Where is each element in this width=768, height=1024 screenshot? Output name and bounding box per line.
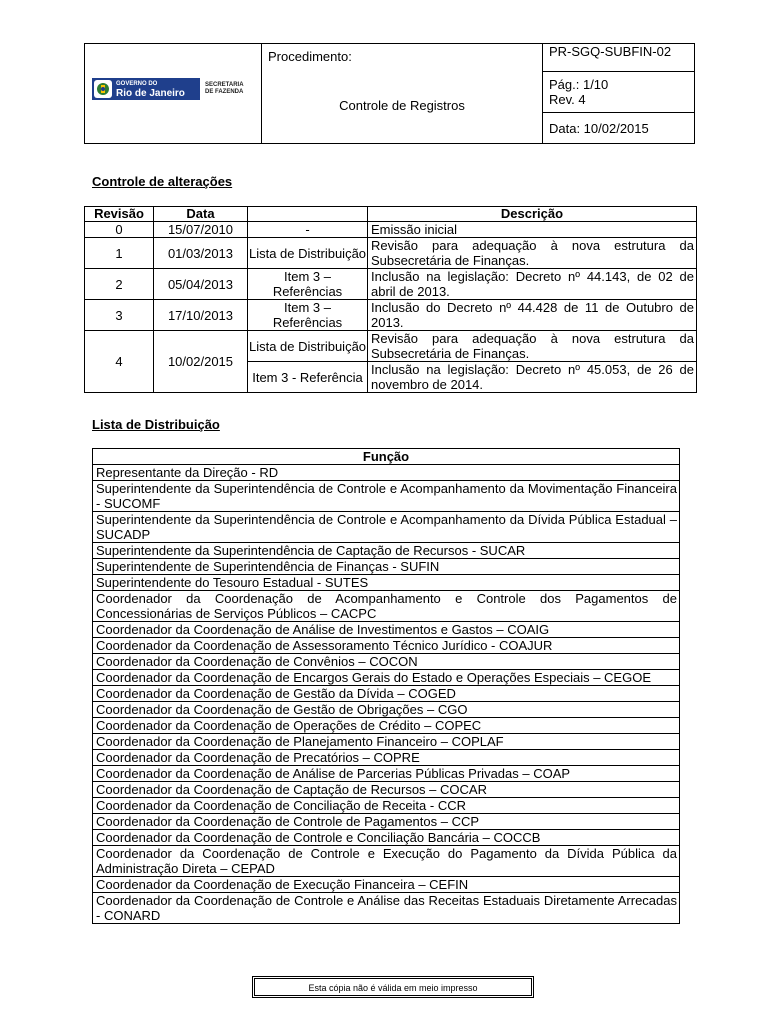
revision-cell: 1 (85, 238, 154, 269)
table-row (93, 750, 680, 766)
function-cell: Coordenador da Coordenação de Controle e Conciliação Bancária – COCCB (93, 830, 680, 846)
distribution-list (93, 465, 680, 924)
table-row (85, 269, 697, 300)
function-cell: Coordenador da Coordenação de Convênios – COCON (93, 654, 680, 670)
col-date: Data (154, 207, 248, 222)
table-row (93, 638, 680, 654)
revision-cell: 3 (85, 300, 154, 331)
item-cell: Item 3 - Referência (248, 362, 368, 393)
function-cell: Coordenador da Coordenação de Captação de Recursos – COCAR (93, 782, 680, 798)
table-row (93, 575, 680, 591)
description-cell: Revisão para adequação à nova estrutura da Subsecretária de Finanças. (368, 238, 697, 269)
date-cell: 15/07/2010 (154, 222, 248, 238)
function-cell: Coordenador da Coordenação de Encargos Gerais do Estado e Operações Especiais – CEGOE (93, 670, 680, 686)
table-row (93, 718, 680, 734)
table-row (93, 654, 680, 670)
function-cell: Representante da Direção - RD (93, 465, 680, 481)
table-row (93, 782, 680, 798)
government-logo (92, 78, 244, 100)
logo-state-text: Rio de Janeiro (116, 88, 185, 99)
col-revision: Revisão (85, 207, 154, 222)
function-cell: Coordenador da Coordenação de Acompanhamento e Controle dos Pagamentos de Concessionárias de Serviços Públicos – CACPC (93, 591, 680, 622)
function-cell: Coordenador da Coordenação de Conciliação de Receita - CCR (93, 798, 680, 814)
logo-secretariat-line2: DE FAZENDA (205, 89, 244, 95)
col-item (248, 207, 368, 222)
distribution-table (92, 448, 680, 924)
logo-cell (85, 44, 262, 144)
table-row (93, 559, 680, 575)
procedure-cell (262, 44, 543, 144)
distribution-title: Lista de Distribuição (92, 417, 220, 432)
table-row (93, 686, 680, 702)
table-row (93, 702, 680, 718)
description-cell: Emissão inicial (368, 222, 697, 238)
changes-header-row (85, 207, 697, 222)
logo-secretariat-line1: SECRETARIA (205, 82, 244, 88)
function-cell: Superintendente da Superintendência de Controle e Acompanhamento da Dívida Pública Estadual – SUCADP (93, 512, 680, 543)
item-cell: Item 3 – Referências (248, 269, 368, 300)
item-cell: Lista de Distribuição (248, 331, 368, 362)
function-cell: Coordenador da Coordenação de Operações de Crédito – COPEC (93, 718, 680, 734)
description-cell: Revisão para adequação à nova estrutura da Subsecretária de Finanças. (368, 331, 697, 362)
table-row (93, 877, 680, 893)
date-cell: 05/04/2013 (154, 269, 248, 300)
item-cell: Lista de Distribuição (248, 238, 368, 269)
procedure-title: Controle de Registros (339, 98, 465, 113)
page-number: Pág.: 1/10 (549, 77, 609, 92)
document-header (84, 43, 695, 144)
function-cell: Coordenador da Coordenação de Assessoramento Técnico Jurídico - COAJUR (93, 638, 680, 654)
function-cell: Coordenador da Coordenação de Gestão de Obrigações – CGO (93, 702, 680, 718)
table-row (93, 543, 680, 559)
table-row (93, 734, 680, 750)
table-row (93, 622, 680, 638)
function-cell: Coordenador da Coordenação de Planejamento Financeiro – COPLAF (93, 734, 680, 750)
function-cell: Coordenador da Coordenação de Precatórios – COPRE (93, 750, 680, 766)
table-row (85, 238, 697, 269)
revision-cell: 4 (85, 331, 154, 393)
item-cell: Item 3 – Referências (248, 300, 368, 331)
date-cell: 01/03/2013 (154, 238, 248, 269)
function-cell: Coordenador da Coordenação de Controle e Execução do Pagamento da Dívida Pública da Administração Direta – CEPAD (93, 846, 680, 877)
function-cell: Coordenador da Coordenação de Execução Financeira – CEFIN (93, 877, 680, 893)
table-row (85, 222, 697, 238)
function-cell: Coordenador da Coordenação de Análise de Investimentos e Gastos – COAIG (93, 622, 680, 638)
date-cell: 17/10/2013 (154, 300, 248, 331)
document-date: Data: 10/02/2015 (543, 113, 695, 144)
description-cell: Inclusão do Decreto nº 44.428 de 11 de Outubro de 2013. (368, 300, 697, 331)
table-row (85, 331, 697, 362)
table-row (93, 798, 680, 814)
function-cell: Superintendente da Superintendência de Captação de Recursos - SUCAR (93, 543, 680, 559)
table-row (93, 814, 680, 830)
table-row (85, 300, 697, 331)
state-seal-icon (94, 80, 112, 98)
page-revision-cell (543, 72, 695, 113)
table-row (93, 670, 680, 686)
revision-cell: 2 (85, 269, 154, 300)
table-row (93, 512, 680, 543)
col-description: Descrição (368, 207, 697, 222)
col-function: Função (93, 449, 680, 465)
table-row (93, 766, 680, 782)
changes-title: Controle de alterações (92, 174, 233, 189)
table-row (93, 846, 680, 877)
revision-number: Rev. 4 (549, 92, 586, 107)
description-cell: Inclusão na legislação: Decreto nº 45.053, de 26 de novembro de 2014. (368, 362, 697, 393)
function-cell: Superintendente da Superintendência de Controle e Acompanhamento da Movimentação Financeira - SUCOMF (93, 481, 680, 512)
table-row (93, 830, 680, 846)
function-cell: Superintendente de Superintendência de Finanças - SUFIN (93, 559, 680, 575)
procedure-label: Procedimento: (268, 49, 352, 64)
function-cell: Superintendente do Tesouro Estadual - SUTES (93, 575, 680, 591)
description-cell: Inclusão na legislação: Decreto nº 44.143, de 02 de abril de 2013. (368, 269, 697, 300)
changes-table (84, 206, 697, 393)
table-row (93, 481, 680, 512)
logo-gov-text: GOVERNO DO (116, 81, 158, 87)
function-cell: Coordenador da Coordenação de Gestão da Dívida – COGED (93, 686, 680, 702)
function-cell: Coordenador da Coordenação de Controle e Análise das Receitas Estaduais Diretamente Arrecadas - CONARD (93, 893, 680, 924)
function-cell: Coordenador da Coordenação de Controle de Pagamentos – CCP (93, 814, 680, 830)
date-cell: 10/02/2015 (154, 331, 248, 393)
table-row (93, 465, 680, 481)
item-cell: - (248, 222, 368, 238)
document-code: PR-SGQ-SUBFIN-02 (543, 44, 695, 72)
revision-cell: 0 (85, 222, 154, 238)
table-row (93, 893, 680, 924)
table-row (93, 591, 680, 622)
print-notice: Esta cópia não é válida em meio impresso (252, 976, 534, 998)
function-cell: Coordenador da Coordenação de Análise de Parcerias Públicas Privadas – COAP (93, 766, 680, 782)
